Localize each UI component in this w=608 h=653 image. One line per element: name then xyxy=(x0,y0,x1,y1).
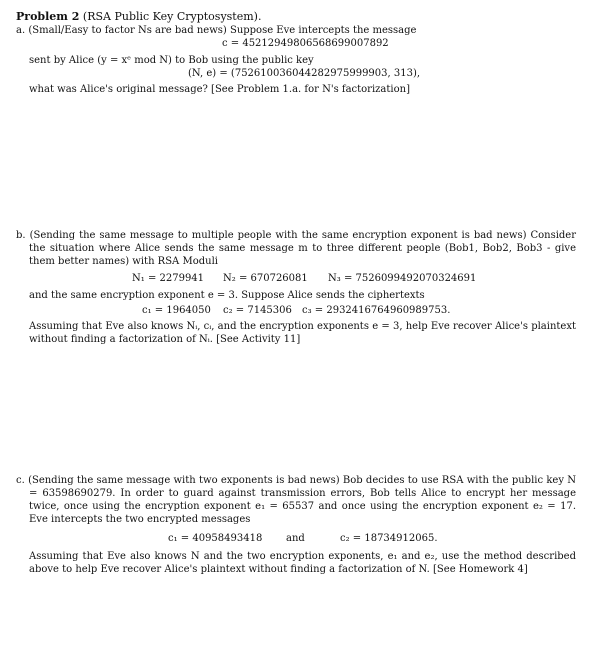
part-c-c1: c₁ = 40958493418 xyxy=(168,533,263,544)
part-c xyxy=(16,474,576,576)
part-b-n3: N₃ = 7526099492070324691 xyxy=(328,273,477,284)
part-a-cipher-equation: c = 45212949806568699007892 xyxy=(222,38,389,49)
part-b-c2: c₂ = 7145306 xyxy=(223,305,292,316)
part-a-public-key: (N, e) = (75261003604428297599990​3, 313), xyxy=(188,68,421,79)
problem-title: Problem 2 xyxy=(16,10,80,23)
part-c-cipher-row xyxy=(16,532,576,545)
part-a-intro xyxy=(16,24,576,37)
part-c-intro-text: (Sending the same message with two exponents is bad news) Bob decides to use RSA with the public key N = 63598690279. In order to guard against transmission errors, Bob tells Alice to encrypt her message twice, once using the encryption exponent e₁ = 65537 and once using the encryption exponent e₂ = 17. Eve intercepts the two encrypted messages xyxy=(28,475,576,525)
part-c-c2: c₂ = 18734912065. xyxy=(340,533,438,544)
part-b-c1: c₁ = 1964050 xyxy=(142,305,211,316)
part-a-sent-by: sent by Alice (y = xᵉ mod N) to Bob using the public key xyxy=(29,55,314,66)
part-b-label: b. xyxy=(16,230,26,241)
part-c-and-word: and xyxy=(286,533,305,544)
part-b-intro-text: (Sending the same message to multiple people with the same encryption exponent is bad news) Consider the situation where Alice sends the same message m to three different people (Bob1, Bob2, Bob3 - give them better names) with RSA Moduli xyxy=(29,230,576,267)
part-c-intro xyxy=(16,474,576,526)
part-a-cipher-row xyxy=(16,37,576,50)
part-a-question: what was Alice's original message? [See Problem 1.a. for N's factorization] xyxy=(29,84,410,95)
part-b-intro xyxy=(16,229,576,268)
part-b-n1: N₁ = 2279941 xyxy=(132,273,205,284)
problem-subtitle: (RSA Public Key Cryptosystem). xyxy=(82,10,262,23)
problem-heading xyxy=(16,10,576,23)
part-b-c3: c₃ = 2932416764960989753. xyxy=(302,305,451,316)
part-b-n2: N₂ = 670726081 xyxy=(223,273,308,284)
part-c-question: Assuming that Eve also knows N and the two encryption exponents, e₁ and e₂, use the method described above to help Eve recover Alice's plaintext without finding a factorization of N. [See Homework 4] xyxy=(29,551,576,575)
part-b-cipher-row xyxy=(16,304,576,317)
part-a xyxy=(16,24,576,96)
problem-page xyxy=(16,10,576,575)
part-b-exponent-line: and the same encryption exponent e = 3. Suppose Alice sends the ciphertexts xyxy=(29,290,425,301)
part-a-intro-text: (Small/Easy to factor Ns are bad news) Suppose Eve intercepts the message xyxy=(28,25,417,36)
part-a-label: a. xyxy=(16,25,26,36)
part-b-moduli-row xyxy=(16,272,576,285)
part-b xyxy=(16,229,576,346)
part-c-label: c. xyxy=(16,475,25,486)
part-a-key-row xyxy=(16,67,576,80)
part-b-question: Assuming that Eve also knows Nᵢ, cᵢ, and the encryption exponents e = 3, help Eve recover Alice's plaintext without finding a factorization of Nᵢ. [See Activity 11] xyxy=(29,321,576,345)
